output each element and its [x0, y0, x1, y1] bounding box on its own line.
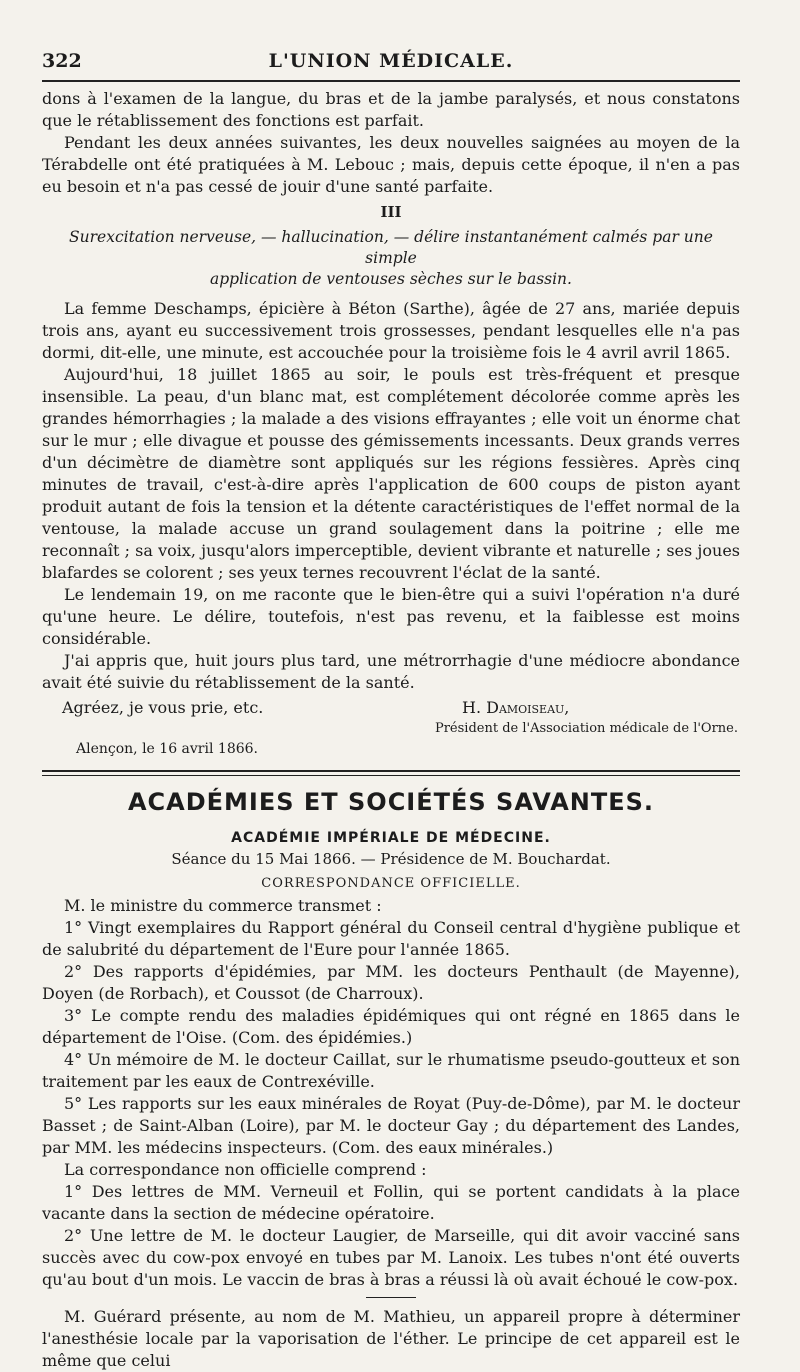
list-item: 4° Un mémoire de M. le docteur Caillat, sur le rhumatisme pseudo-goutteux et son traitement par les eaux de Contrexéville.	[42, 1050, 740, 1091]
short-divider	[366, 1297, 416, 1298]
page-body	[42, 88, 740, 1372]
academy-heading: ACADÉMIE IMPÉRIALE DE MÉDECINE.	[231, 830, 551, 846]
letter-paragraph: La femme Deschamps, épicière à Béton (Sarthe), âgée de 27 ans, mariée depuis trois ans, ayant eu successivement trois grossesses, pendant lesquelles elle n'a pas dormi, dit-elle, une minute, est accouchée pour la troisième fois le 4 avril avril 1865.	[42, 299, 740, 362]
case-title-line: Surexcitation nerveuse, — hallucination, — délire instantanément calmés par une simple	[69, 228, 713, 267]
journal-title: L'UNION MÉDICALE.	[268, 50, 514, 72]
correspondence-heading: CORRESPONDANCE OFFICIELLE.	[261, 876, 521, 891]
signatory-title: Président de l'Association médicale de l'Orne.	[434, 721, 738, 736]
closing-paragraph: M. Guérard présente, au nom de M. Mathieu, un appareil propre à déterminer l'anesthésie locale par la vaporisation de l'éther. Le principe de cet appareil est le même que celui	[42, 1307, 740, 1370]
running-head	[42, 50, 740, 74]
closing-row	[42, 698, 740, 720]
seance-line: Séance du 15 Mai 1866. — Présidence de M. Bouchardat.	[171, 850, 611, 868]
unofficial-intro: La correspondance non officielle comprend :	[64, 1160, 427, 1179]
case-title-line: application de ventouses sèches sur le bassin.	[210, 270, 572, 288]
closing-formula: Agréez, je vous prie, etc.	[62, 698, 264, 717]
list-item: 3° Le compte rendu des maladies épidémiques qui ont régné en 1865 dans le département de l'Oise. (Com. des épidémies.)	[42, 1006, 740, 1047]
section-heading: ACADÉMIES ET SOCIÉTÉS SAVANTES.	[127, 788, 655, 816]
list-item: 1° Vingt exemplaires du Rapport général du Conseil central d'hygiène publique et de salubrité du département de l'Eure pour l'année 1865.	[42, 918, 740, 959]
page-number: 322	[42, 50, 82, 72]
intro-line: M. le ministre du commerce transmet :	[64, 896, 382, 915]
letter-paragraph: Pendant les deux années suivantes, les deux nouvelles saignées au moyen de la Térabdelle ont été pratiquées à M. Lebouc ; mais, depuis cette époque, il n'en a pas eu besoin et n'a pas cessé de jouir d'une santé parfaite.	[42, 133, 740, 196]
list-item: 1° Des lettres de MM. Verneuil et Follin, qui se portent candidats à la place vacante dans la section de médecine opératoire.	[42, 1182, 740, 1223]
header-rule	[42, 80, 740, 82]
letter-paragraph: dons à l'examen de la langue, du bras et de la jambe paralysés, et nous constatons que le rétablissement des fonctions est parfait.	[42, 89, 740, 130]
letter-paragraph: J'ai appris que, huit jours plus tard, une métrorrhagie d'une médiocre abondance avait été suivie du rétablissement de la santé.	[42, 651, 740, 692]
section-divider	[42, 770, 740, 776]
signature: H. Damoiseau,	[462, 698, 570, 717]
list-item: 2° Des rapports d'épidémies, par MM. les docteurs Penthault (de Mayenne), Doyen (de Rorbach), et Coussot (de Charroux).	[42, 962, 740, 1003]
letter-paragraph: Aujourd'hui, 18 juillet 1865 au soir, le pouls est très-fréquent et presque insensible. La peau, d'un blanc mat, est complétement décolorée comme après les grandes hémorrhagies ; la malade a des visions effrayantes ; elle voit un énorme chat sur le mur ; elle divague et pousse des gémissements incessants. Deux grands verres d'un décimètre de diamètre sont appliqués sur les régions fessières. Après cinq minutes de travail, c'est-à-dire après l'application de 600 coups de piston ayant produit autant de fois la tension et la détente caractéristiques de l'effet normal de la ventouse, la malade accuse un grand soulagement dans la poitrine ; elle me reconnaît ; sa voix, jusqu'alors imperceptible, devient vibrante et naturelle ; ses joues blafardes se colorent ; ses yeux ternes recouvrent l'éclat de la santé.	[42, 365, 740, 582]
case-title	[42, 227, 740, 290]
letter-paragraph: Le lendemain 19, on me raconte que le bien-être qui a suivi l'opération n'a duré qu'une heure. Le délire, toutefois, n'est pas revenu, et la faiblesse est moins considérable.	[42, 585, 740, 648]
list-item: 5° Les rapports sur les eaux minérales de Royat (Puy-de-Dôme), par M. le docteur Basset ; de Saint-Alban (Loire), par M. le docteur Gay ; du département des Landes, par MM. les médecins inspecteurs. (Com. des eaux minérales.)	[42, 1094, 740, 1157]
case-number: III	[380, 203, 402, 221]
dateline: Alençon, le 16 avril 1866.	[76, 741, 258, 757]
list-item: 2° Une lettre de M. le docteur Laugier, de Marseille, qui dit avoir vacciné sans succès avec du cow-pox envoyé en tubes par M. Lanoix. Les tubes n'ont été ouverts qu'au bout d'un mois. Le vaccin de bras à bras a réussi là où avait échoué le cow-pox.	[42, 1226, 740, 1289]
